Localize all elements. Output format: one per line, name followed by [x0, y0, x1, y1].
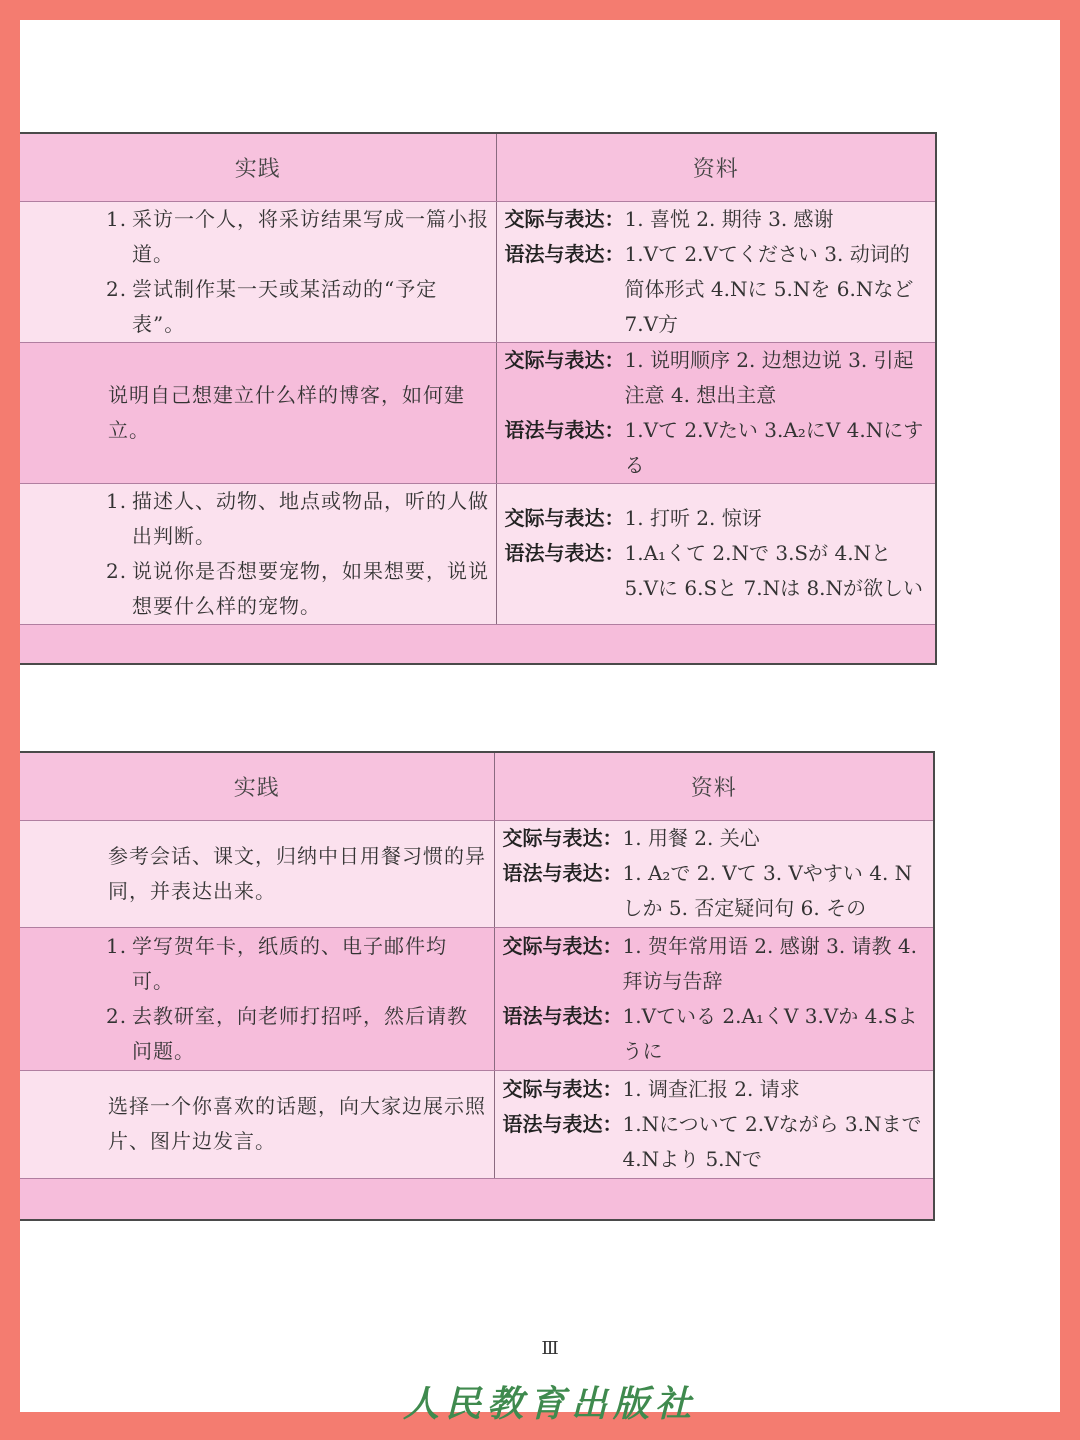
practice-item: 2. 去教研室，向老师打招呼，然后请教问题。: [106, 1003, 468, 1063]
practice-cell: [20, 201, 496, 342]
curriculum-table-2: [20, 751, 935, 1221]
communication-line: 交际与表达： 1. 调查汇报 2. 请求: [502, 1076, 800, 1101]
column-header-material: 资料: [494, 752, 934, 820]
column-header-practice: 实践: [20, 752, 494, 820]
grammar-line: 语法与表达： 1.Vている 2.A₁くV 3.Vか 4.Sように: [502, 1003, 918, 1063]
communication-line: 交际与表达： 1. 打听 2. 惊讶: [504, 506, 762, 530]
material-cell: [496, 342, 936, 483]
column-header-material: 资料: [496, 133, 936, 201]
curriculum-table-1: [20, 132, 937, 665]
table-header-row: [20, 752, 934, 820]
table-row: [20, 820, 934, 927]
practice-cell: 说明自己想建立什么样的博客，如何建立。: [20, 342, 496, 483]
practice-item: 1. 学写贺年卡，纸质的、电子邮件均可。: [106, 933, 447, 993]
grammar-line: 语法与表达： 1.Vて 2.Vてください 3. 动词的简体形式 4.Nに 5.Nを 6.Nなど 7.V方: [504, 241, 914, 336]
grammar-line: 语法与表达： 1.A₁くて 2.Nで 3.Sが 4.Nと 5.Vに 6.Sと 7.Nは 8.Nが欲しい: [504, 541, 924, 600]
document-page: [20, 20, 1060, 1425]
table-row: [20, 342, 936, 483]
practice-cell: [20, 483, 496, 624]
table-header-row: [20, 133, 936, 201]
material-cell: [496, 483, 936, 624]
material-cell: [494, 1070, 934, 1178]
practice-item: 1. 描述人、动物、地点或物品，听的人做出判断。: [106, 488, 489, 548]
grammar-line: 语法与表达： 1.Nについて 2.Vながら 3.Nまで 4.Nより 5.Nで: [502, 1111, 922, 1171]
practice-cell: [20, 927, 494, 1070]
communication-line: 交际与表达： 1. 用餐 2. 关心: [502, 826, 760, 850]
grammar-line: 语法与表达： 1.Vて 2.Vたい 3.A₂にV 4.Nにする: [504, 417, 924, 477]
table-row: [20, 483, 936, 624]
communication-line: 交际与表达： 1. 喜悦 2. 期待 3. 感谢: [504, 206, 834, 231]
communication-line: 交际与表达： 1. 说明顺序 2. 边想边说 3. 引起注意 4. 想出主意: [504, 347, 914, 407]
table-footer-band: [20, 624, 936, 664]
page-number: Ⅲ: [541, 1338, 559, 1359]
practice-item: 2. 说说你是否想要宠物，如果想要，说说想要什么样的宠物。: [106, 558, 489, 618]
table-row: [20, 927, 934, 1070]
table-row: [20, 201, 936, 342]
grammar-line: 语法与表达： 1. A₂で 2. Vて 3. Vやすい 4. Nしか 5. 否定疑问句 6. その: [502, 861, 913, 920]
practice-cell: 选择一个你喜欢的话题，向大家边展示照片、图片边发言。: [20, 1070, 494, 1178]
publisher-logo: 人民教育出版社: [402, 1383, 697, 1425]
column-header-practice: 实践: [20, 133, 496, 201]
practice-item: 2. 尝试制作某一天或某活动的“予定表”。: [106, 276, 438, 336]
practice-cell: 参考会话、课文，归纳中日用餐习惯的异同，并表达出来。: [20, 820, 494, 927]
material-cell: [494, 820, 934, 927]
table-row: [20, 1070, 934, 1178]
table-footer-band: [20, 1178, 934, 1220]
material-cell: [494, 927, 934, 1070]
practice-item: 1. 采访一个人，将采访结果写成一篇小报道。: [106, 206, 489, 266]
material-cell: [496, 201, 936, 342]
communication-line: 交际与表达： 1. 贺年常用语 2. 感谢 3. 请教 4. 拜访与告辞: [502, 933, 917, 993]
